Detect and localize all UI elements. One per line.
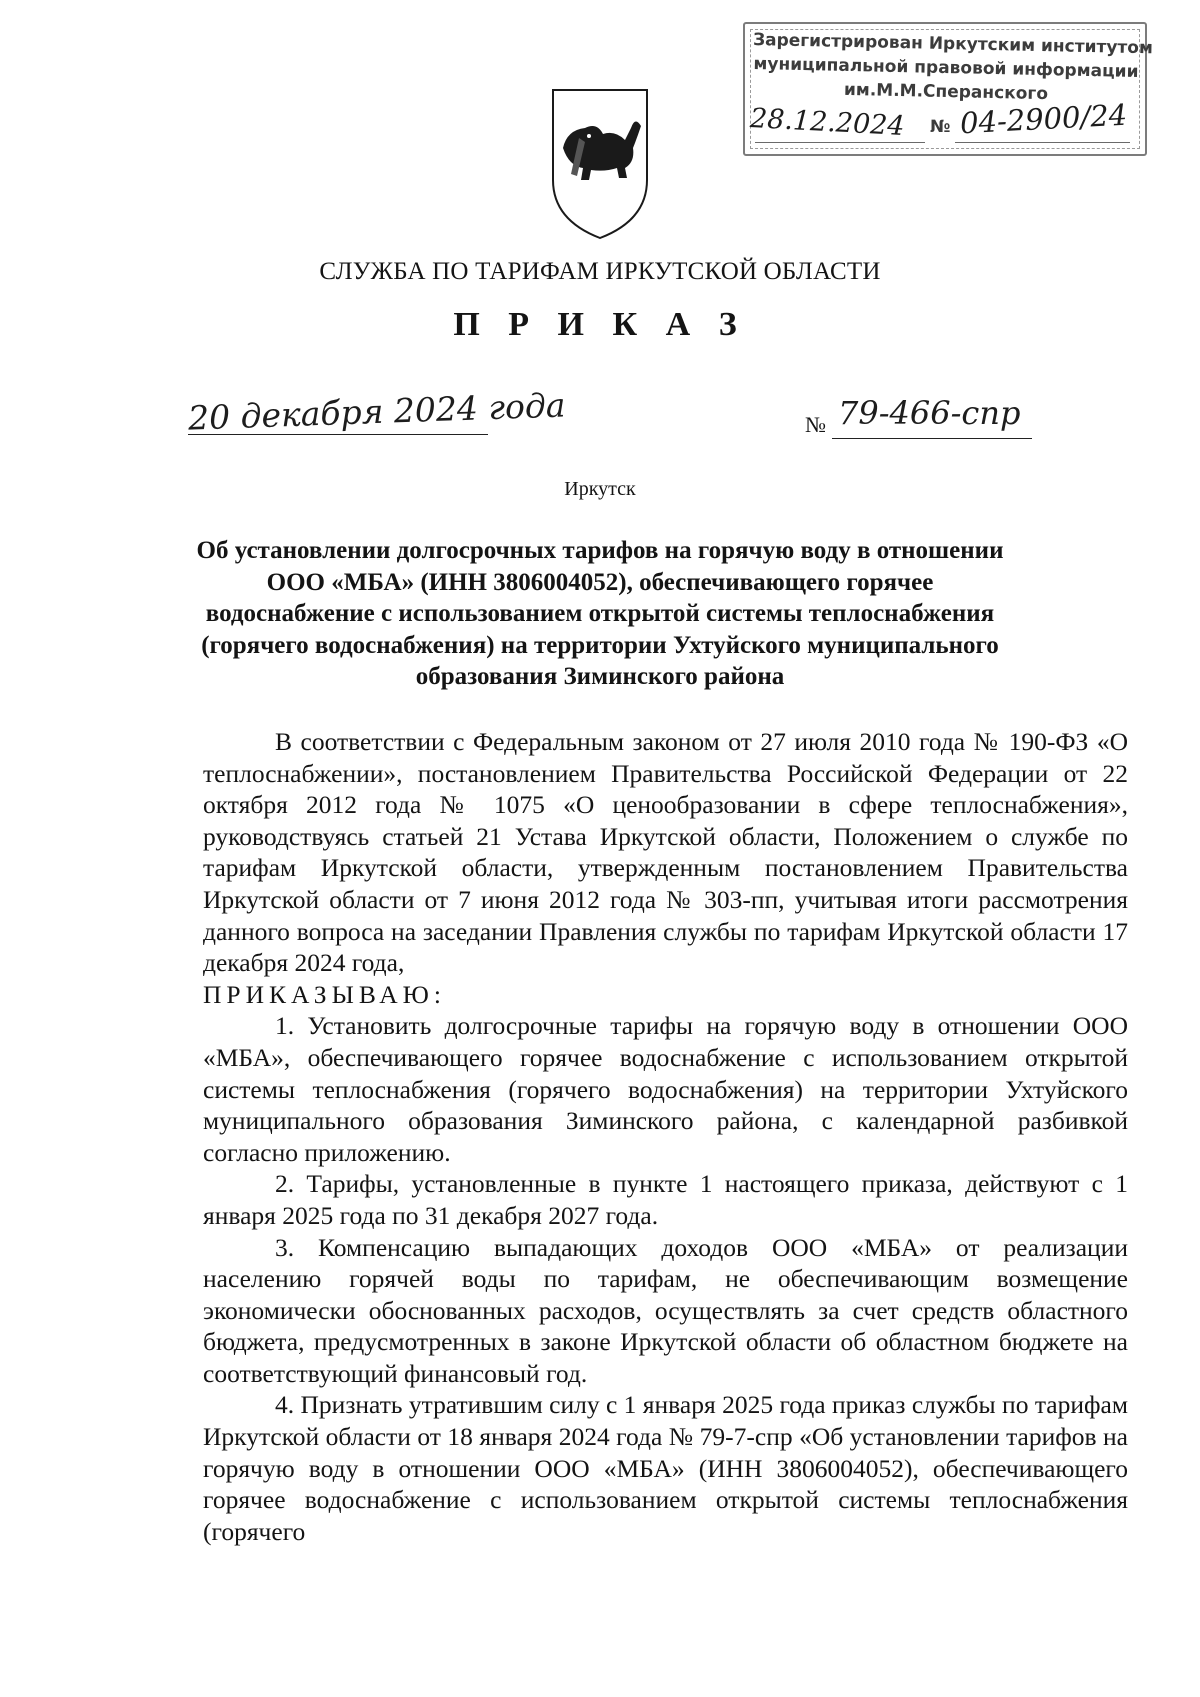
subject-line: водоснабжение с использованием открытой системы теплоснабжения <box>205 600 995 627</box>
stamp-line-1: Зарегистрирован Иркутским институтом <box>752 29 1154 59</box>
preamble-paragraph: В соответствии с Федеральным законом от 27 июля 2010 года № 190-ФЗ «О теплоснабжении», постановлением Правительства Российской Федерации от 22 октября 2012 года № 1075 «О ценообразовании в сфере теплоснабжения», руководствуясь статьей 21 Устава Иркутской области, Положением о службе по тарифам Иркутской области, утвержденным постановлением Правительства Иркутской области от 7 июня 2012 года № 303-пп, учитывая итоги рассмотрения данного вопроса на заседании Правления службы по тарифам Иркутской области 17 декабря 2024 года, <box>203 727 1128 978</box>
subject-line: (горячего водоснабжения) на территории Ухтуйского муниципального <box>201 631 999 659</box>
stamp-number-underline <box>955 142 1130 143</box>
stamp-line-2: муниципальной правовой информации <box>753 53 1139 83</box>
irkutsk-coat-of-arms-icon <box>545 82 655 242</box>
date-underline <box>188 434 488 435</box>
subject-line: Об установлении долгосрочных тарифов на горячую воду в отношении <box>196 537 1004 564</box>
subject-line: ООО «МБА» (ИНН 3806004052), обеспечивающего горячее <box>266 568 934 596</box>
city-name: Иркутск <box>564 478 636 500</box>
stamp-date-underline <box>755 142 925 143</box>
order-number-handwritten: 79-466-спр <box>838 394 1021 432</box>
stamp-date-handwritten: 28.12.2024 <box>749 102 906 143</box>
order-subject <box>190 535 1010 693</box>
order-date-handwritten: 20 декабря 2024 года <box>187 385 567 438</box>
order-word: ПРИКАЗЫВАЮ: <box>203 979 446 1009</box>
stamp-number-prefix: № <box>930 117 951 137</box>
subject-line: образования Зиминского района <box>415 663 785 690</box>
order-body <box>203 726 1128 1547</box>
order-item-1: 1. Установить долгосрочные тарифы на горячую воду в отношении ООО «МБА», обеспечивающего горячее водоснабжение с использованием открытой системы теплоснабжения (горячего водоснабжения) на территории Ухтуйского муниципального образования Зиминского района, с календарной разбивкой согласно приложению. <box>203 1011 1128 1167</box>
order-item-4: 4. Признать утратившим силу с 1 января 2025 года приказ службы по тарифам Иркутской области от 18 января 2024 года № 79-7-спр «Об установлении тарифов на горячую воду в отношении ООО «МБА» (ИНН 3806004052), обеспечивающего горячее водоснабжение с использованием открытой системы теплоснабжения (горячего <box>203 1390 1128 1546</box>
registration-stamp <box>743 22 1154 156</box>
order-item-3: 3. Компенсацию выпадающих доходов ООО «МБА» от реализации населению горячей воды по тарифам, не обеспечивающим возмещение экономически обоснованных расходов, осуществлять за счет средств областного бюджета, предусмотренных в законе Иркутской области об областном бюджете на соответствующий финансовый год. <box>203 1232 1128 1388</box>
stamp-line-3: им.М.М.Сперанского <box>843 79 1049 105</box>
number-underline <box>832 438 1032 439</box>
order-item-2: 2. Тарифы, установленные в пункте 1 настоящего приказа, действуют с 1 января 2025 года по 31 декабря 2027 года. <box>203 1169 1128 1230</box>
stamp-number-handwritten: 04-2900/24 <box>959 97 1128 141</box>
document-title: П Р И К А З <box>453 306 747 343</box>
organization-name: СЛУЖБА ПО ТАРИФАМ ИРКУТСКОЙ ОБЛАСТИ <box>319 258 881 285</box>
order-number-prefix: № <box>805 412 826 437</box>
